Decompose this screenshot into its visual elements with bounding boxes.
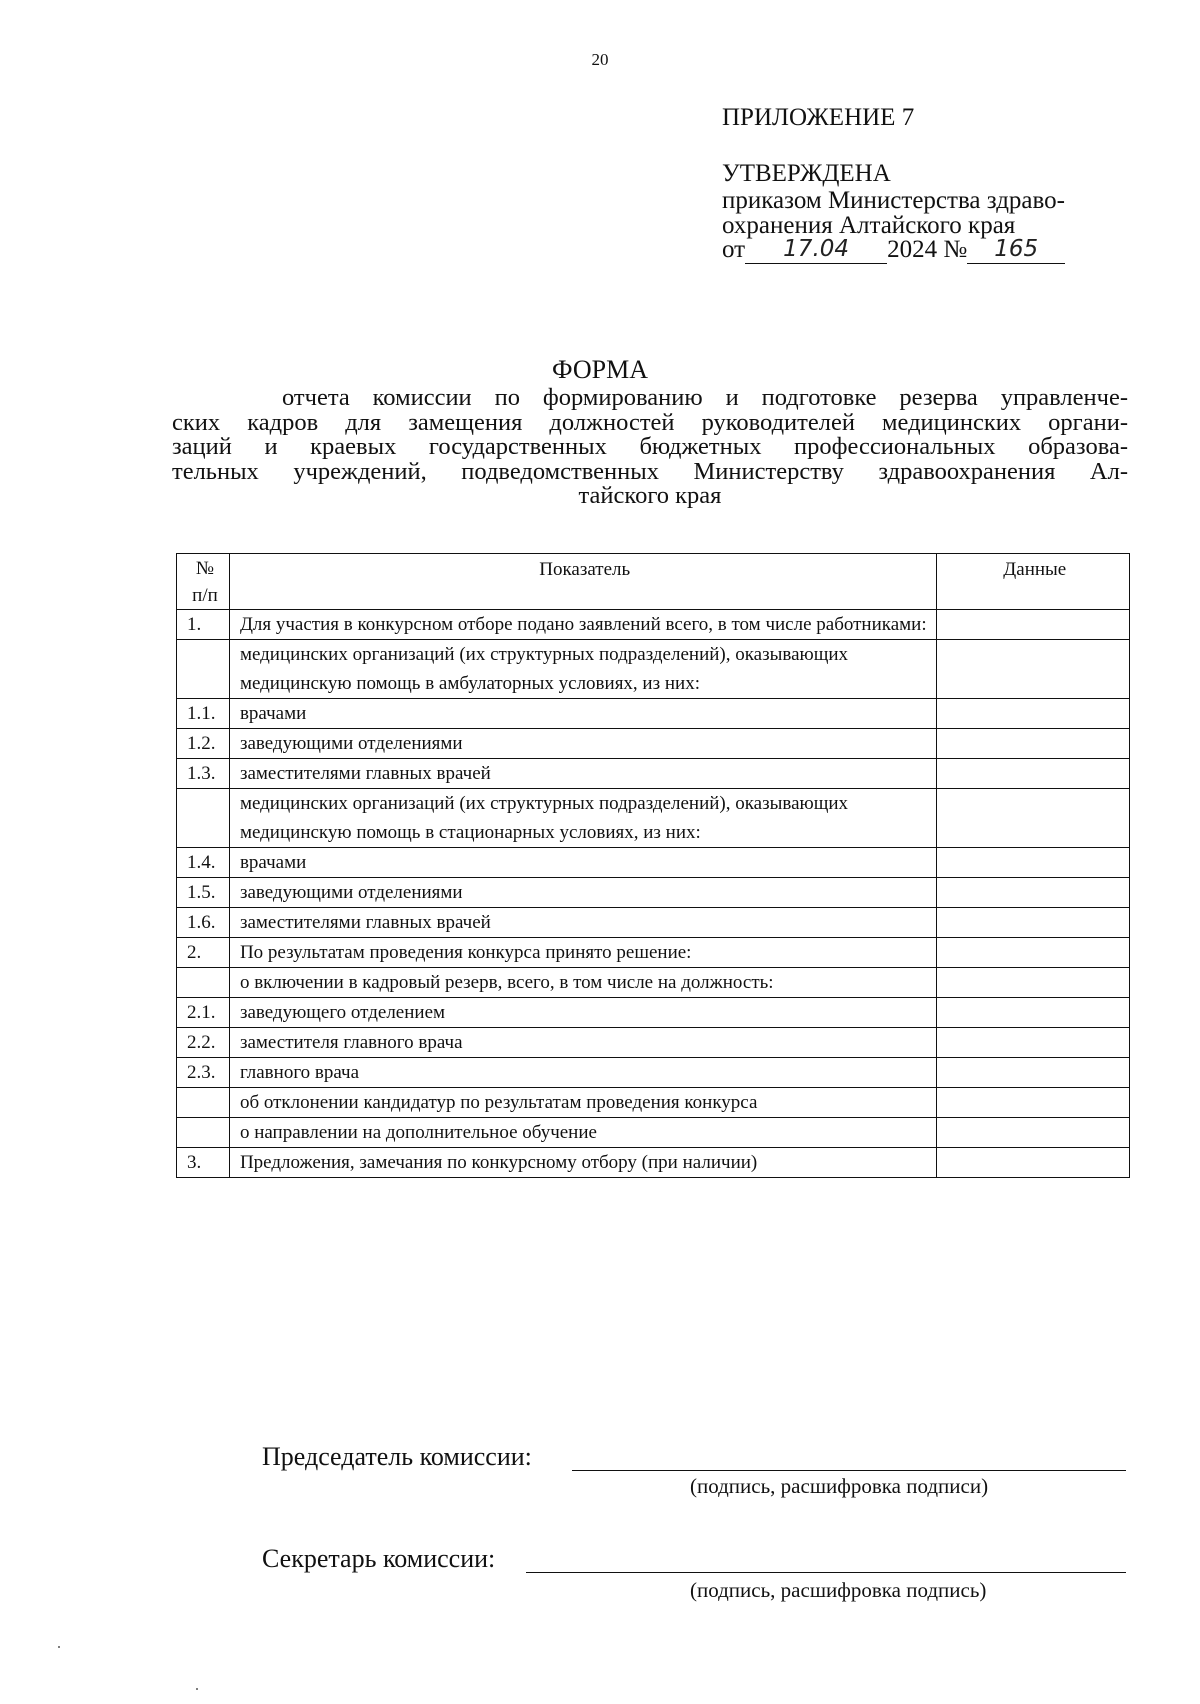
scan-speck [58, 1646, 60, 1648]
approval-date-line [722, 236, 1065, 264]
row-indicator: об отклонении кандидатур по результатам проведения конкурса [229, 1088, 936, 1118]
secretary-signature-hint: (подпись, расшифровка подпись) [690, 1578, 987, 1602]
table-row [177, 998, 1130, 1028]
row-data-cell[interactable] [936, 968, 1129, 998]
row-indicator: заведующими отделениями [229, 729, 936, 759]
row-indicator: главного врача [229, 1058, 936, 1088]
chairman-signature-field[interactable] [572, 1440, 1126, 1471]
scan-speck [196, 1688, 198, 1690]
subtitle-line: заций и краевых государственных бюджетных профессиональных образова- [172, 433, 1128, 460]
row-number: 2.1. [177, 998, 230, 1028]
row-data-cell[interactable] [936, 1058, 1129, 1088]
row-number [177, 968, 230, 998]
row-data-cell[interactable] [936, 878, 1129, 908]
row-data-cell[interactable] [936, 848, 1129, 878]
handwritten-order-number: 165 [967, 236, 1065, 264]
table-body [177, 610, 1130, 1178]
row-number [177, 1088, 230, 1118]
row-data-cell[interactable] [936, 1118, 1129, 1148]
table-row [177, 1088, 1130, 1118]
row-indicator: заместителями главных врачей [229, 759, 936, 789]
form-subtitle [172, 386, 1128, 509]
chairman-signature-hint: (подпись, расшифровка подписи) [690, 1474, 989, 1498]
table-row [177, 968, 1130, 998]
row-number: 1. [177, 610, 230, 640]
table-row [177, 699, 1130, 729]
table-row [177, 1148, 1130, 1178]
subtitle-line: тайского края [578, 482, 722, 509]
form-title: ФОРМА [552, 355, 648, 384]
row-data-cell[interactable] [936, 998, 1129, 1028]
row-data-cell[interactable] [936, 789, 1129, 848]
header-data: Данные [936, 554, 1129, 610]
secretary-signature-field[interactable] [526, 1542, 1126, 1573]
row-number [177, 789, 230, 848]
table-row [177, 640, 1130, 699]
report-table [176, 553, 1130, 1178]
row-data-cell[interactable] [936, 610, 1129, 640]
date-prefix: от [722, 236, 746, 263]
table-row [177, 938, 1130, 968]
row-number [177, 1118, 230, 1148]
row-indicator: заместителями главных врачей [229, 908, 936, 938]
table-row [177, 1058, 1130, 1088]
row-indicator: По результатам проведения конкурса принято решение: [229, 938, 936, 968]
row-data-cell[interactable] [936, 938, 1129, 968]
row-number: 3. [177, 1148, 230, 1178]
table-header-row [177, 554, 1130, 610]
subtitle-line: ских кадров для замещения должностей руководителей медицинских органи- [172, 408, 1128, 436]
row-indicator: врачами [229, 699, 936, 729]
row-indicator: Для участия в конкурсном отборе подано заявлений всего, в том числе работниками: [229, 610, 936, 640]
table-row [177, 610, 1130, 640]
table-row [177, 759, 1130, 789]
row-data-cell[interactable] [936, 1088, 1129, 1118]
row-indicator: медицинских организаций (их структурных подразделений), оказывающих медицинскую помощь в амбулаторных условиях, из них: [229, 640, 936, 699]
row-number: 2. [177, 938, 230, 968]
year-and-number-label: 2024 № [887, 236, 968, 263]
table-row [177, 729, 1130, 759]
row-indicator: заведующими отделениями [229, 878, 936, 908]
row-indicator: заведующего отделением [229, 998, 936, 1028]
row-data-cell[interactable] [936, 908, 1129, 938]
row-number: 2.2. [177, 1028, 230, 1058]
row-indicator: Предложения, замечания по конкурсному отбору (при наличии) [229, 1148, 936, 1178]
subtitle-line: тельных учреждений, подведомственных Министерству здравоохранения Ал- [172, 457, 1128, 485]
table-row [177, 878, 1130, 908]
page-number: 20 [591, 50, 609, 69]
row-number: 1.4. [177, 848, 230, 878]
approved-by-line-2: охранения Алтайского края [722, 212, 1016, 239]
row-number: 1.5. [177, 878, 230, 908]
handwritten-date: 17.04 [745, 236, 887, 264]
approved-by-line-1: приказом Министерства здраво- [722, 187, 1065, 214]
approved-label: УТВЕРЖДЕНА [722, 160, 891, 187]
header-number: № п/п [177, 554, 230, 610]
secretary-label: Секретарь комиссии: [262, 1544, 496, 1573]
chairman-label: Председатель комиссии: [262, 1442, 532, 1471]
header-indicator: Показатель [229, 554, 936, 610]
table-row [177, 848, 1130, 878]
appendix-label: ПРИЛОЖЕНИЕ 7 [722, 104, 915, 131]
row-number: 1.1. [177, 699, 230, 729]
table-row [177, 789, 1130, 848]
row-indicator: врачами [229, 848, 936, 878]
row-data-cell[interactable] [936, 699, 1129, 729]
row-data-cell[interactable] [936, 759, 1129, 789]
row-data-cell[interactable] [936, 1148, 1129, 1178]
row-number: 2.3. [177, 1058, 230, 1088]
row-data-cell[interactable] [936, 729, 1129, 759]
row-number: 1.3. [177, 759, 230, 789]
row-indicator: медицинских организаций (их структурных подразделений), оказывающих медицинскую помощь в стационарных условиях, из них: [229, 789, 936, 848]
row-number: 1.6. [177, 908, 230, 938]
row-data-cell[interactable] [936, 640, 1129, 699]
table-row [177, 908, 1130, 938]
row-number [177, 640, 230, 699]
subtitle-line: отчета комиссии по формированию и подготовке резерва управленче- [282, 384, 1128, 411]
row-data-cell[interactable] [936, 1028, 1129, 1058]
row-number: 1.2. [177, 729, 230, 759]
row-indicator: о направлении на дополнительное обучение [229, 1118, 936, 1148]
table-row [177, 1028, 1130, 1058]
row-indicator: заместителя главного врача [229, 1028, 936, 1058]
table-row [177, 1118, 1130, 1148]
row-indicator: о включении в кадровый резерв, всего, в том числе на должность: [229, 968, 936, 998]
